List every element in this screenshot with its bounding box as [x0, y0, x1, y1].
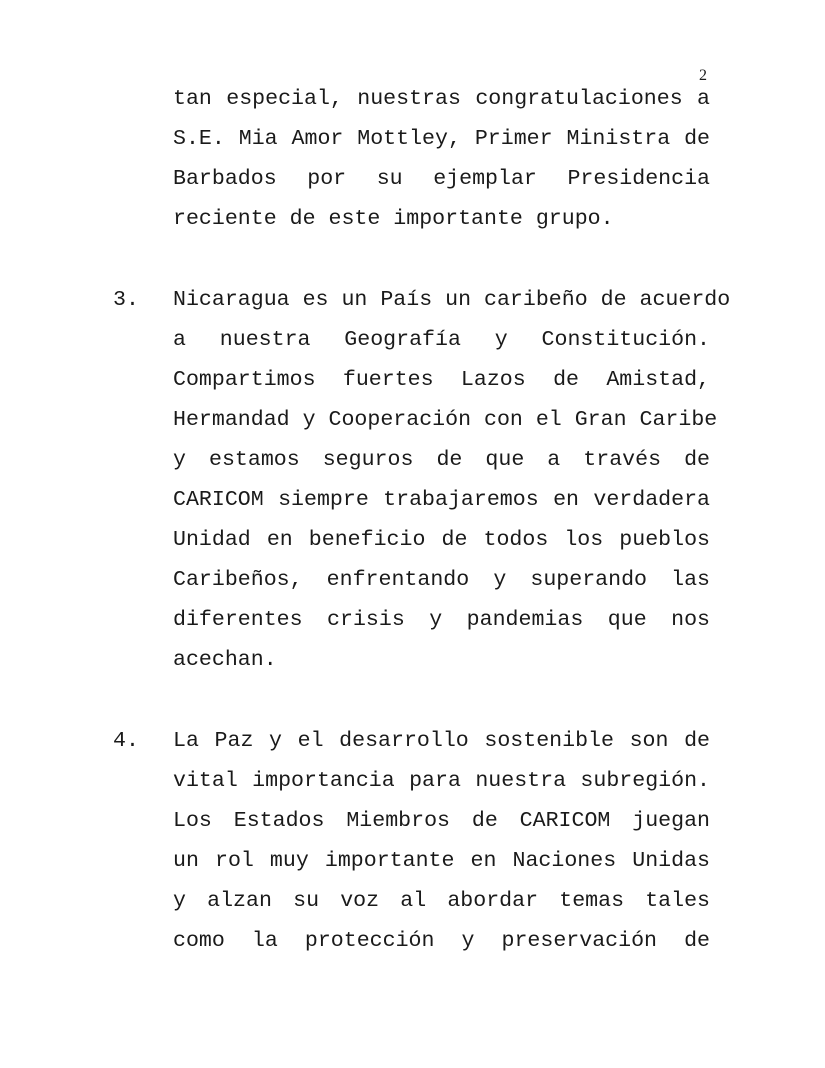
paragraph-line: Nicaragua es un País un caribeño de acuerdo [173, 288, 731, 312]
paragraph-line: acechan. [173, 648, 277, 672]
paragraph-line: La Paz y el desarrollo sostenible son de [173, 729, 710, 753]
page-number: 2 [699, 67, 707, 84]
paragraph-line: diferentes crisis y pandemias que nos [173, 608, 710, 632]
paragraph-line: como la protección y preservación de [173, 929, 710, 953]
paragraph-number: 3. [113, 288, 139, 312]
paragraph-line: Hermandad y Cooperación con el Gran Caribe [173, 408, 718, 432]
paragraph-line: Barbados por su ejemplar Presidencia [173, 167, 710, 191]
paragraph-line: Los Estados Miembros de CARICOM juegan [173, 809, 710, 833]
paragraph-number: 4. [113, 729, 139, 753]
paragraph-line: a nuestra Geografía y Constitución. [173, 328, 710, 352]
paragraph-line: Unidad en beneficio de todos los pueblos [173, 528, 710, 552]
paragraph-line: y alzan su voz al abordar temas tales [173, 889, 710, 913]
paragraph-line: un rol muy importante en Naciones Unidas [173, 849, 710, 873]
paragraph-line: Compartimos fuertes Lazos de Amistad, [173, 368, 710, 392]
paragraph-line: vital importancia para nuestra subregión. [173, 769, 710, 793]
paragraph-line: tan especial, nuestras congratulaciones a [173, 87, 710, 111]
paragraph-line: S.E. Mia Amor Mottley, Primer Ministra de [173, 127, 710, 151]
paragraph-line: y estamos seguros de que a través de [173, 448, 710, 472]
paragraph-line: reciente de este importante grupo. [173, 207, 614, 231]
paragraph-line: CARICOM siempre trabajaremos en verdadera [173, 488, 710, 512]
paragraph-line: Caribeños, enfrentando y superando las [173, 568, 710, 592]
